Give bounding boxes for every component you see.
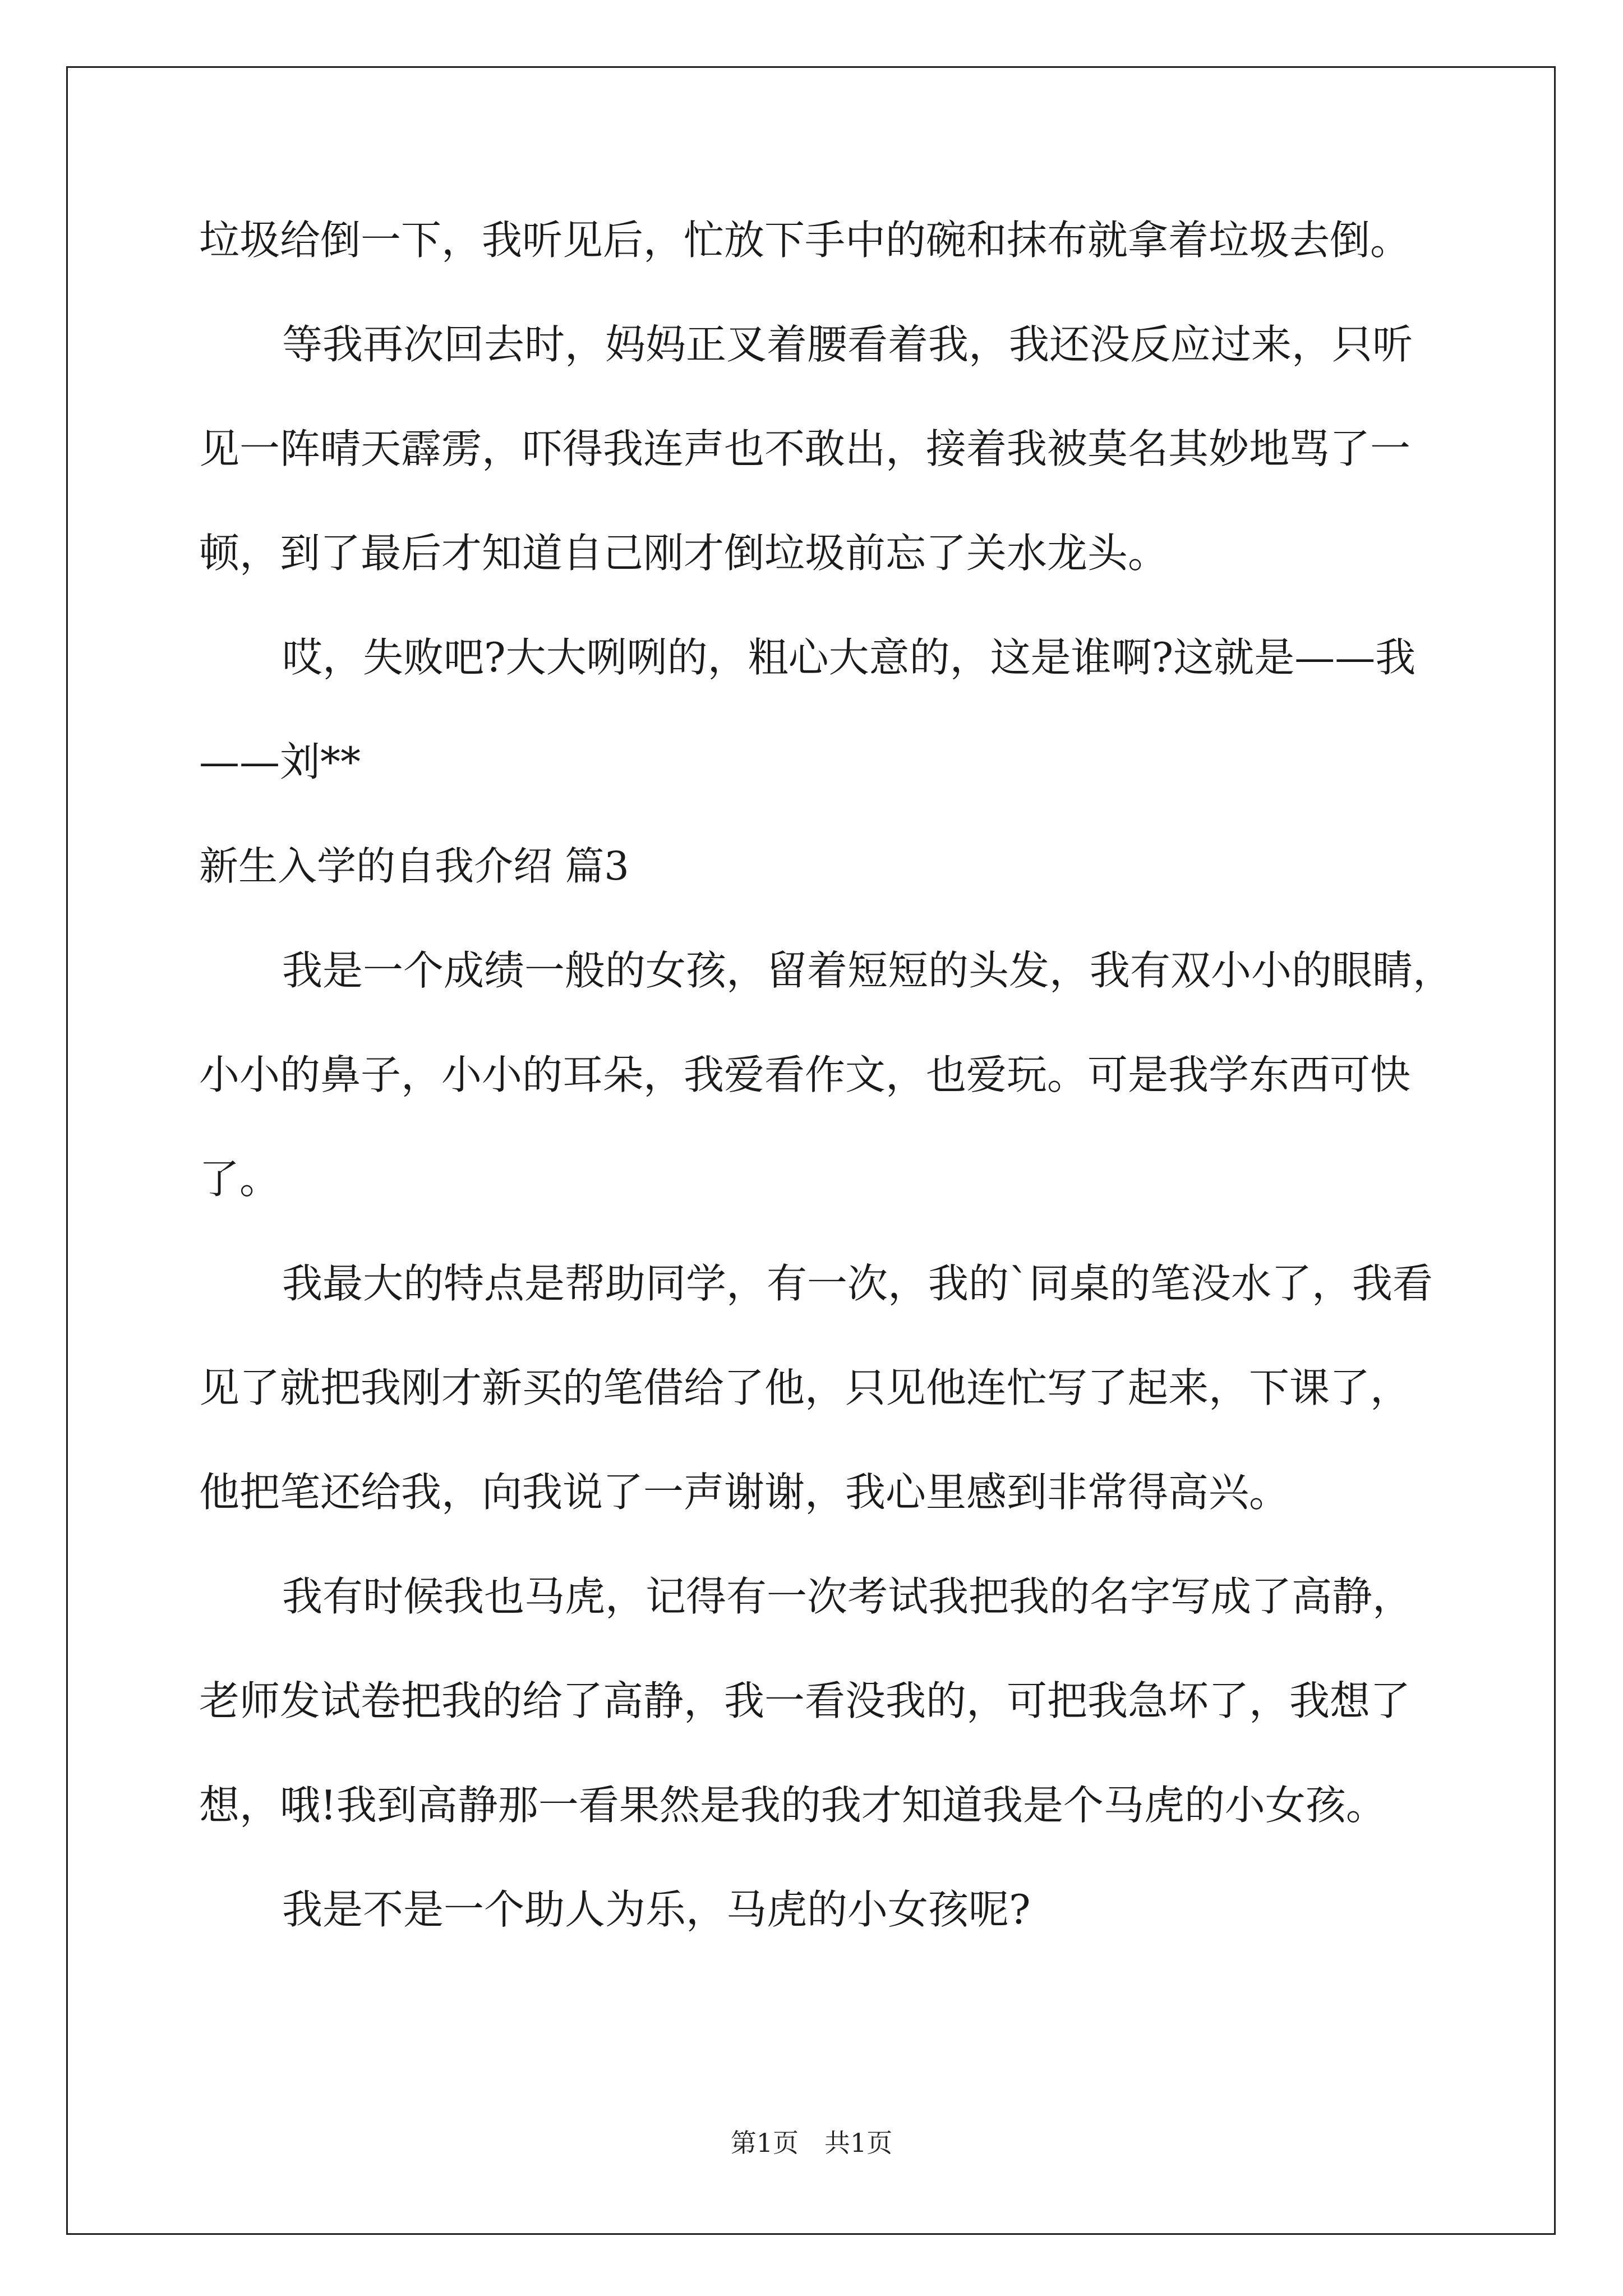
text-line: 他把笔还给我，向我说了一声谢谢，我心里感到非常得高兴。 — [199, 1469, 1290, 1516]
text-line: 老师发试卷把我的给了高静，我一看没我的，可把我急坏了，我想了 — [199, 1677, 1411, 1724]
paragraph-start-line: 我最大的特点是帮助同学，有一次，我的`同桌的笔没水了，我看 — [282, 1260, 1433, 1307]
section-heading: 新生入学的自我介绍 篇3 — [199, 843, 629, 889]
page-footer: 第1页 共1页 — [730, 2128, 893, 2158]
text-line: 了。 — [199, 1156, 280, 1203]
text-line: ——刘** — [199, 738, 361, 785]
text-line: 小小的鼻子，小小的耳朵，我爱看作文，也爱玩。可是我学东西可快 — [199, 1051, 1411, 1098]
document-body — [199, 213, 1454, 1987]
text-line: 顿，到了最后才知道自己刚才倒垃圾前忘了关水龙头。 — [199, 530, 1169, 577]
paragraph-start-line: 等我再次回去时，妈妈正叉着腰看着我，我还没反应过来，只听 — [282, 321, 1413, 368]
text-line: 见了就把我刚才新买的笔借给了他，只见他连忙写了起来，下课了， — [199, 1364, 1411, 1411]
paragraph-start-line: 我是一个成绩一般的女孩，留着短短的头发，我有双小小的眼睛， — [282, 947, 1454, 994]
paragraph-start-line: 哎，失败吧?大大咧咧的，粗心大意的，这是谁啊?这就是——我 — [282, 634, 1416, 681]
paragraph-start-line: 我是不是一个助人为乐，马虎的小女孩呢? — [282, 1886, 1031, 1933]
text-line: 见一阵晴天霹雳，吓得我连声也不敢出，接着我被莫名其妙地骂了一 — [199, 425, 1411, 472]
paragraph-start-line: 我有时候我也马虎，记得有一次考试我把我的名字写成了高静， — [282, 1573, 1413, 1620]
text-line: 垃圾给倒一下，我听见后，忙放下手中的碗和抹布就拿着垃圾去倒。 — [199, 217, 1411, 264]
text-line: 想，哦!我到高静那一看果然是我的我才知道我是个马虎的小女孩。 — [199, 1782, 1386, 1829]
